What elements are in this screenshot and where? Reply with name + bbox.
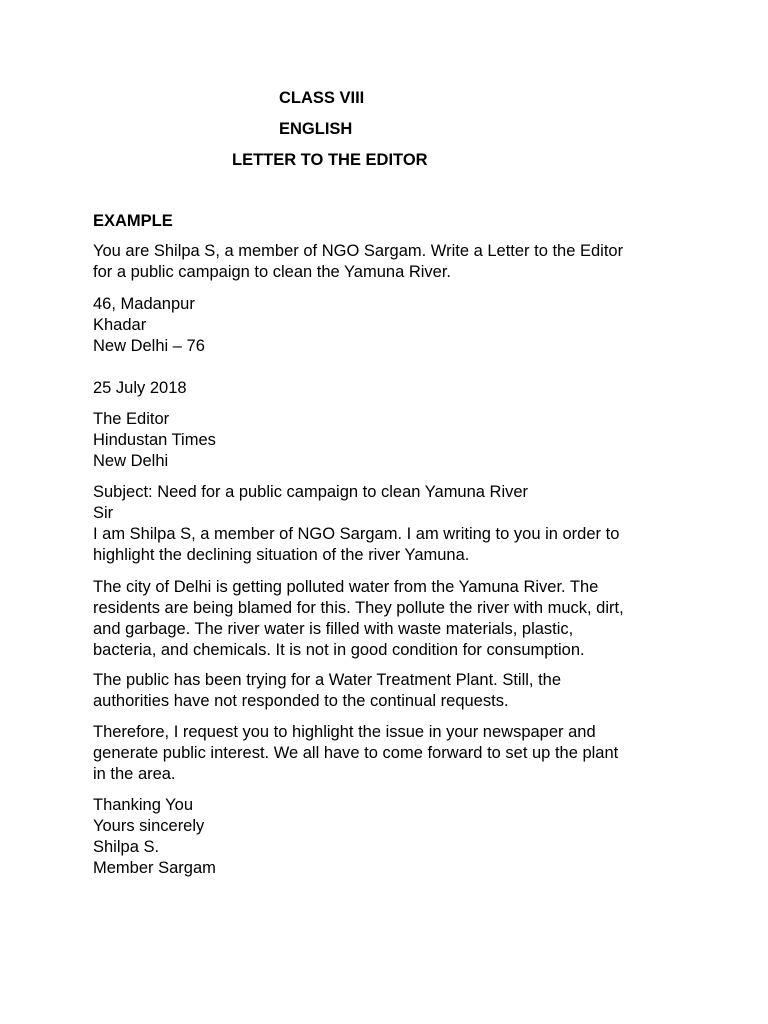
sender-address xyxy=(93,294,693,357)
paragraph-line: residents are being blamed for this. They pollute the river with muck, dirt, xyxy=(93,599,624,617)
opening-line: highlight the declining situation of the river Yamuna. xyxy=(93,546,470,564)
subject-heading: ENGLISH xyxy=(279,120,353,138)
letter-date: 25 July 2018 xyxy=(93,379,187,397)
letter-closing xyxy=(93,795,693,879)
topic-heading: LETTER TO THE EDITOR xyxy=(232,151,428,169)
signature-name: Shilpa S. xyxy=(93,838,160,856)
prompt-line: You are Shilpa S, a member of NGO Sargam. Write a Letter to the Editor xyxy=(93,242,624,260)
body-paragraph-1 xyxy=(93,577,693,661)
address-line: New Delhi – 76 xyxy=(93,337,205,355)
paragraph-line: The public has been trying for a Water Treatment Plant. Still, the xyxy=(93,671,562,689)
example-prompt xyxy=(93,241,693,283)
paragraph-line: in the area. xyxy=(93,765,176,783)
closing-line: Thanking You xyxy=(93,796,194,814)
paragraph-line: bacteria, and chemicals. It is not in good condition for consumption. xyxy=(93,641,585,659)
recipient-line: The Editor xyxy=(93,410,170,428)
paragraph-line: authorities have not responded to the continual requests. xyxy=(93,692,509,710)
paragraph-line: generate public interest. We all have to come forward to set up the plant xyxy=(93,744,619,762)
paragraph-line: The city of Delhi is getting polluted water from the Yamuna River. The xyxy=(93,578,599,596)
address-line: 46, Madanpur xyxy=(93,295,195,313)
paragraph-line: and garbage. The river water is filled with waste materials, plastic, xyxy=(93,620,574,638)
paragraph-line: Therefore, I request you to highlight the issue in your newspaper and xyxy=(93,723,596,741)
closing-line: Yours sincerely xyxy=(93,817,205,835)
body-paragraph-2 xyxy=(93,670,693,712)
salutation: Sir xyxy=(93,504,114,522)
recipient-line: New Delhi xyxy=(93,452,169,470)
subject-and-opening xyxy=(93,482,693,566)
class-heading: CLASS VIII xyxy=(279,89,365,107)
subject-line: Subject: Need for a public campaign to clean Yamuna River xyxy=(93,483,529,501)
opening-line: I am Shilpa S, a member of NGO Sargam. I am writing to you in order to xyxy=(93,525,620,543)
recipient-line: Hindustan Times xyxy=(93,431,216,449)
example-label: EXAMPLE xyxy=(93,212,173,230)
recipient-address xyxy=(93,409,693,472)
signature-title: Member Sargam xyxy=(93,859,216,877)
address-line: Khadar xyxy=(93,316,147,334)
prompt-line: for a public campaign to clean the Yamuna River. xyxy=(93,263,452,281)
body-paragraph-3 xyxy=(93,722,693,785)
